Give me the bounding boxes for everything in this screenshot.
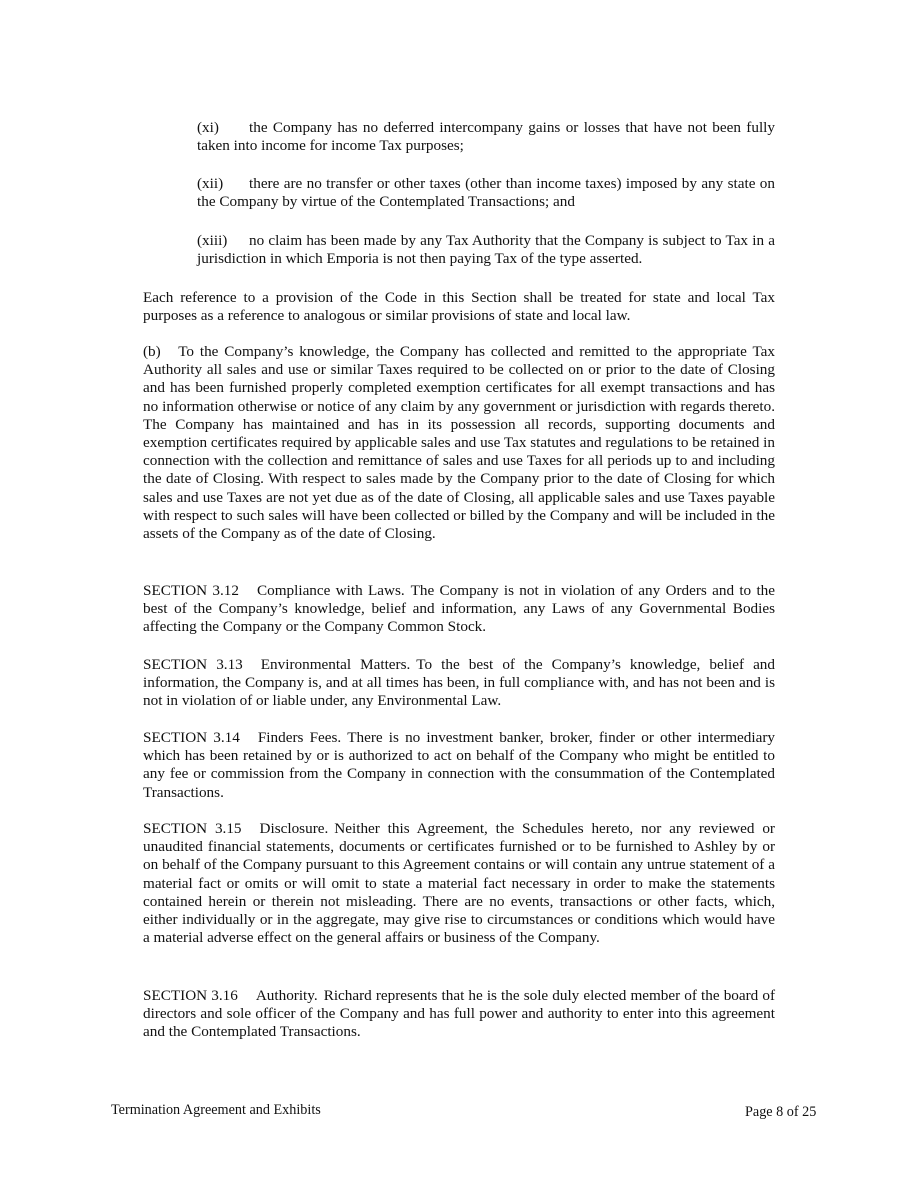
section-title: Environmental Matters. [260,656,411,673]
list-item-text: there are no transfer or other taxes (other than income taxes) imposed by any state on the Company by virtue of the Contemplated Transactions; and [197,175,775,211]
section-3-12 [143,582,775,637]
section-text: To the best of the Company’s knowledge, belief and information, the Company is, and at all times has been, in full compliance with, and has not been and is not in violation of or liable under, any Environmental Law. [143,656,775,710]
list-item-text: the Company has no deferred intercompany gains or losses that have not been fully taken into income for income Tax purposes; [197,119,775,155]
section-3-15 [143,820,775,947]
reference-paragraph: Each reference to a provision of the Code in this Section shall be treated for state and local Tax purposes as a reference to analogous or similar provisions of state and local law. [143,289,775,325]
footer-document-title: Termination Agreement and Exhibits [111,1102,321,1118]
section-title: Authority. [255,987,318,1004]
section-3-16 [143,987,775,1042]
paragraph-b [143,343,775,543]
list-item-xii [197,175,775,211]
list-item-text: no claim has been made by any Tax Authority that the Company is subject to Tax in a jurisdiction in which Emporia is not then paying Tax of the type asserted. [197,232,775,268]
section-number: SECTION 3.16 [143,987,238,1004]
list-item-number: (xii) [197,175,224,192]
section-text: The Company is not in violation of any Orders and to the best of the Company’s knowledge, belief and information, any Laws of any Governmental Bodies affecting the Company or the Company Common Stock. [143,582,775,636]
section-number: SECTION 3.15 [143,820,242,837]
section-title: Disclosure. [259,820,329,837]
section-text: Richard represents that he is the sole duly elected member of the board of directors and sole officer of the Company and has full power and authority to enter into this agreement and the Contemplated Transactions. [143,987,776,1041]
paragraph-b-number: (b) [143,343,161,360]
list-item-xiii [197,232,775,268]
section-3-13 [143,656,775,711]
section-title: Finders Fees. [257,729,342,746]
section-number: SECTION 3.13 [143,656,243,673]
section-number: SECTION 3.14 [143,729,240,746]
section-3-14 [143,729,775,802]
section-title: Compliance with Laws. [257,582,405,599]
paragraph-b-text: To the Company’s knowledge, the Company has collected and remitted to the appropriate Tax Authority all sales and use or similar Taxes required to be collected on or prior to the date of Closing and has been furnished properly completed exemption certificates for all exempt transactions and has no information otherwise or notice of any claim by any government or jurisdiction with regards thereto. The Company has maintained and has in its possession all records, supporting documents and exemption certificates required by applicable sales and use Tax statutes and regulations to be retained in connection with the collection and remittance of sales and use Taxes for all periods up to and including the date of Closing. With respect to sales made by the Company prior to the date of Closing for which sales and use Taxes are not yet due as of the date of Closing, all applicable sales and use Taxes payable with respect to such sales will have been collected or billed by the Company and will be included in the assets of the Company as of the date of Closing. [143,343,775,543]
list-item-number: (xiii) [197,232,228,249]
section-text: There is no investment banker, broker, finder or other intermediary which has been retained by or is authorized to act on behalf of the Company who might be entitled to any fee or commission from the Company in connection with the consummation of the Contemplated Transactions. [143,729,776,801]
footer-page-number: Page 8 of 25 [745,1104,817,1120]
list-item-number: (xi) [197,119,219,136]
section-number: SECTION 3.12 [143,582,239,599]
list-item-xi [197,119,775,155]
section-text: Neither this Agreement, the Schedules hereto, nor any reviewed or unaudited financial statements, documents or certificates furnished or to be furnished to Ashley by or on behalf of the Company pursuant to this Agreement contains or will contain any untrue statement of a material fact or omits or will omit to state a material fact necessary in order to make the statements contained herein or therein not misleading. There are no events, transactions or other facts, which, either individually or in the aggregate, may give rise to circumstances or conditions which would have a material adverse effect on the general affairs or business of the Company. [143,820,775,947]
